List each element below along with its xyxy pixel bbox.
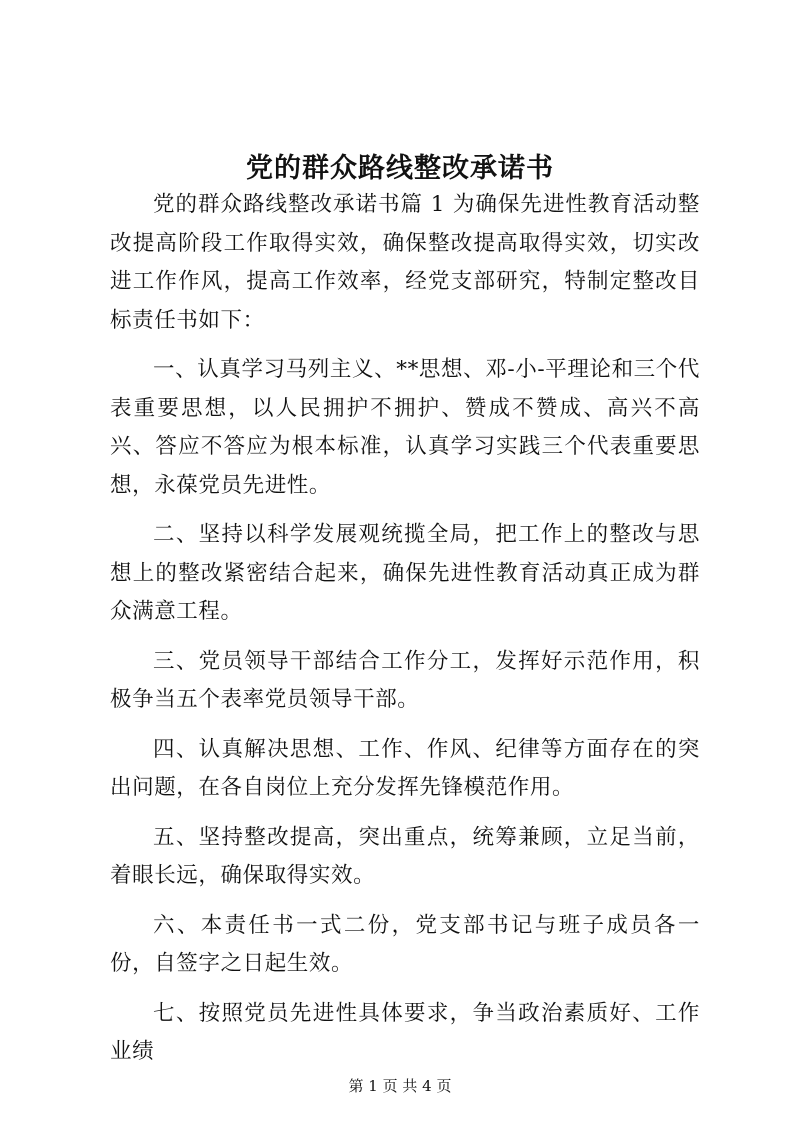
paragraph-item-1: 一、认真学习马列主义、**思想、邓-小-平理论和三个代表重要思想，以人民拥护不拥护、赞成不赞成、高兴不高兴、答应不答应为根本标准，认真学习实践三个代表重要思想，永葆党员先进性。 [110, 357, 700, 498]
document-title: 党的群众路线整改承诺书 [246, 153, 554, 184]
document-body [110, 186, 700, 1083]
page-footer: 第 1 页 共 4 页 [348, 1077, 452, 1095]
paragraph-item-4: 四、认真解决思想、工作、作风、纪律等方面存在的突出问题，在各自岗位上充分发挥先锋模范作用。 [110, 736, 700, 800]
paragraph-item-7: 七、按照党员先进性具体要求，争当政治素质好、工作业绩 [110, 1000, 700, 1064]
paragraph-item-6: 六、本责任书一式二份，党支部书记与班子成员各一份，自签字之日起生效。 [110, 912, 700, 976]
paragraph-item-2: 二、坚持以科学发展观统揽全局，把工作上的整改与思想上的整改紧密结合起来，确保先进性教育活动真正成为群众满意工程。 [110, 522, 700, 624]
paragraph-item-5: 五、坚持整改提高，突出重点，统筹兼顾，立足当前，着眼长远，确保取得实效。 [110, 824, 700, 888]
paragraph-intro: 党的群众路线整改承诺书篇 1 为确保先进性教育活动整改提高阶段工作取得实效，确保整改提高取得实效，切实改进工作作风，提高工作效率，经党支部研究，特制定整改目标责任书如下： [110, 192, 700, 333]
paragraph-item-3: 三、党员领导干部结合工作分工，发挥好示范作用，积极争当五个表率党员领导干部。 [110, 648, 700, 712]
